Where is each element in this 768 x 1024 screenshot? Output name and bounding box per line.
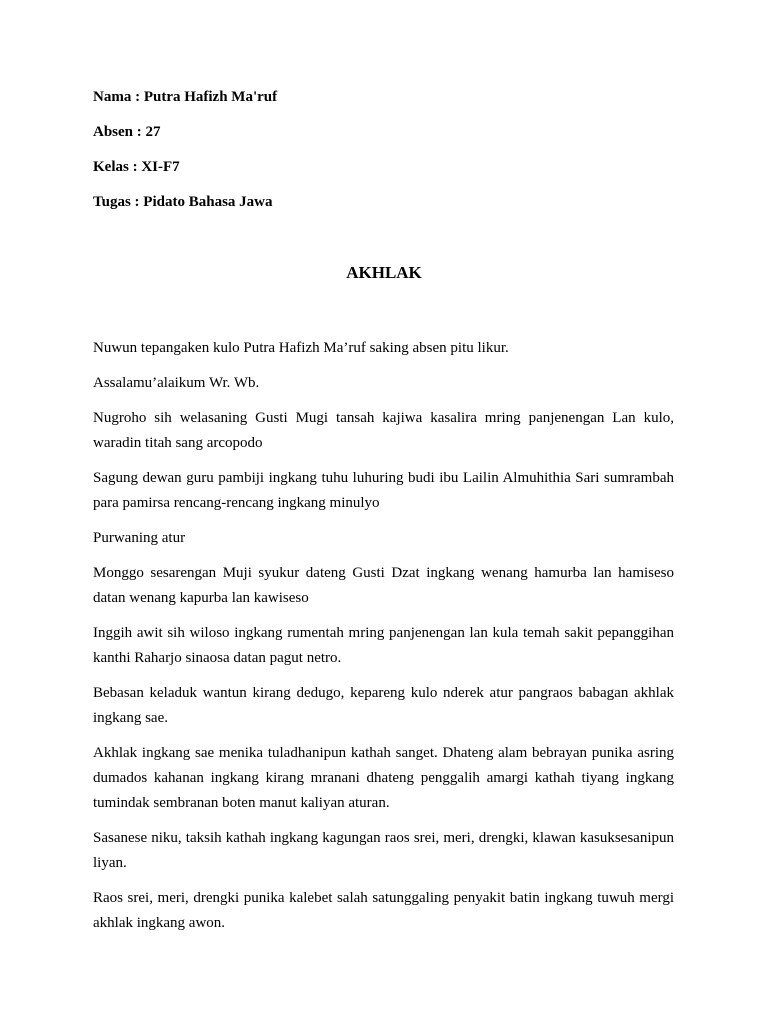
paragraph-11: Raos srei, meri, drengki punika kalebet salah satunggaling penyakit batin ingkang tuwuh mergi akhlak ingkang awon.	[93, 890, 674, 931]
assignment-task: Tugas : Pidato Bahasa Jawa	[93, 194, 273, 210]
paragraph-2: Assalamu’alaikum Wr. Wb.	[93, 375, 260, 391]
paragraph-1: Nuwun tepangaken kulo Putra Hafizh Ma’ruf saking absen pitu likur.	[93, 340, 509, 356]
document-title: AKHLAK	[346, 263, 422, 282]
student-name: Nama : Putra Hafizh Ma'ruf	[93, 89, 278, 105]
student-absen: Absen : 27	[93, 124, 161, 140]
paragraph-4: Sagung dewan guru pambiji ingkang tuhu luhuring budi ibu Lailin Almuhithia Sari sumrambah para pamirsa rencang-rencang ingkang minulyo	[93, 470, 674, 511]
student-class: Kelas : XI-F7	[93, 159, 180, 175]
paragraph-5: Purwaning atur	[93, 530, 186, 546]
paragraph-10: Sasanese niku, taksih kathah ingkang kagungan raos srei, meri, drengki, klawan kasuksesanipun liyan.	[93, 830, 674, 871]
paragraph-3: Nugroho sih welasaning Gusti Mugi tansah kajiwa kasalira mring panjenengan Lan kulo, waradin titah sang arcopodo	[93, 410, 674, 451]
paragraph-6: Monggo sesarengan Muji syukur dateng Gusti Dzat ingkang wenang hamurba lan hamiseso datan wenang kapurba lan kawiseso	[93, 565, 674, 606]
paragraph-7: Inggih awit sih wiloso ingkang rumentah mring panjenengan lan kula temah sakit pepanggihan kanthi Raharjo sinaosa datan pagut netro.	[93, 625, 674, 666]
paragraph-8: Bebasan keladuk wantun kirang dedugo, kepareng kulo nderek atur pangraos babagan akhlak ingkang sae.	[93, 685, 674, 726]
paragraph-9: Akhlak ingkang sae menika tuladhanipun kathah sanget. Dhateng alam bebrayan punika asring dumados kahanan ingkang kirang mranani dhateng penggalih amargi kathah tiyang ingkang tumindak sembranan boten manut kaliyan aturan.	[93, 745, 674, 811]
